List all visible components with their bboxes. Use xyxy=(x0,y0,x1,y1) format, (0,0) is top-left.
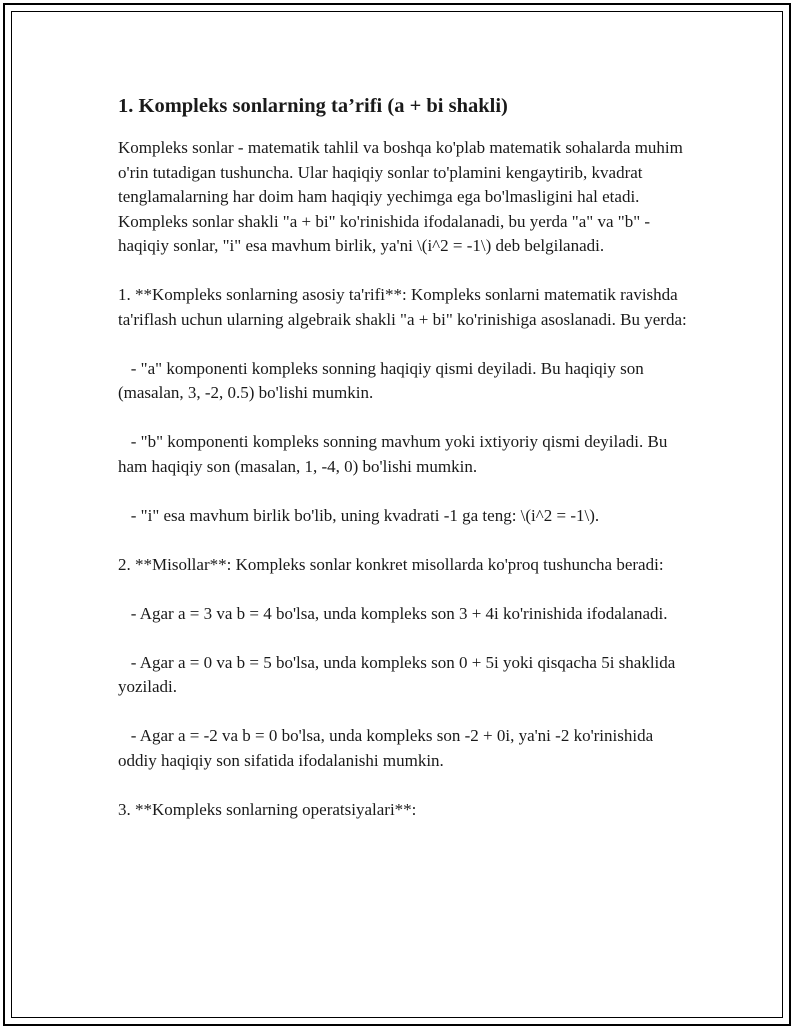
paragraph-gap xyxy=(118,577,688,602)
list-item-imaginary-unit: - "i" esa mavhum birlik bo'lib, uning kvadrati -1 ga teng: \(i^2 = -1\). xyxy=(118,505,600,525)
paragraph-gap xyxy=(118,479,688,504)
list-item-imaginary-part: - "b" komponenti kompleks sonning mavhum yoki ixtiyoriy qismi deyiladi. Bu ham haqiqiy son (masalan, 1, -4, 0) bo'lishi mumkin. xyxy=(118,432,672,476)
paragraph-gap xyxy=(118,528,688,553)
section-title: 1. Kompleks sonlarning ta’rifi (a + bi shakli) xyxy=(118,95,508,117)
paragraph-gap xyxy=(118,626,688,651)
example-item-3: - Agar a = -2 va b = 0 bo'lsa, unda kompleks son -2 + 0i, ya'ni -2 ko'rinishida oddiy haqiqiy son sifatida ifodalanishi mumkin. xyxy=(118,726,658,770)
intro-paragraph: Kompleks sonlar - matematik tahlil va boshqa ko'plab matematik sohalarda muhim o'rin tutadigan tushuncha. Ular haqiqiy sonlar to'plamini kengaytirib, kvadrat tenglamalarning har doim ham haqiqiy yechimga ega bo'lmasligini hal etadi. Kompleks sonlar shakli "a + bi" ko'rinishida ifodalanadi, bu yerda "a" va "b" - haqiqiy sonlar, "i" esa mavhum birlik, ya'ni \(i^2 = -1\) deb belgilanadi. xyxy=(118,138,683,255)
paragraph-gap xyxy=(118,332,688,357)
example-item-2: - Agar a = 0 va b = 5 bo'lsa, unda kompleks son 0 + 5i yoki qisqacha 5i shaklida yoziladi. xyxy=(118,652,680,696)
paragraph-gap xyxy=(118,259,688,284)
paragraph-gap xyxy=(118,406,688,431)
document-body xyxy=(118,92,688,822)
list-item-real-part: - "a" komponenti kompleks sonning haqiqiy qismi deyiladi. Bu haqiqiy son (masalan, 3, -2, 0.5) bo'lishi mumkin. xyxy=(118,358,648,402)
paragraph-gap xyxy=(118,773,688,798)
definition-paragraph: 1. **Kompleks sonlarning asosiy ta'rifi**: Kompleks sonlarni matematik ravishda ta'riflash uchun ularning algebraik shakli "a + bi" ko'rinishiga asoslanadi. Bu yerda: xyxy=(118,285,687,329)
operations-heading-paragraph: 3. **Kompleks sonlarning operatsiyalari**: xyxy=(118,799,417,819)
paragraph-gap xyxy=(118,700,688,725)
examples-paragraph: 2. **Misollar**: Kompleks sonlar konkret misollarda ko'proq tushuncha beradi: xyxy=(118,554,664,574)
example-item-1: - Agar a = 3 va b = 4 bo'lsa, unda kompleks son 3 + 4i ko'rinishida ifodalanadi. xyxy=(118,603,668,623)
